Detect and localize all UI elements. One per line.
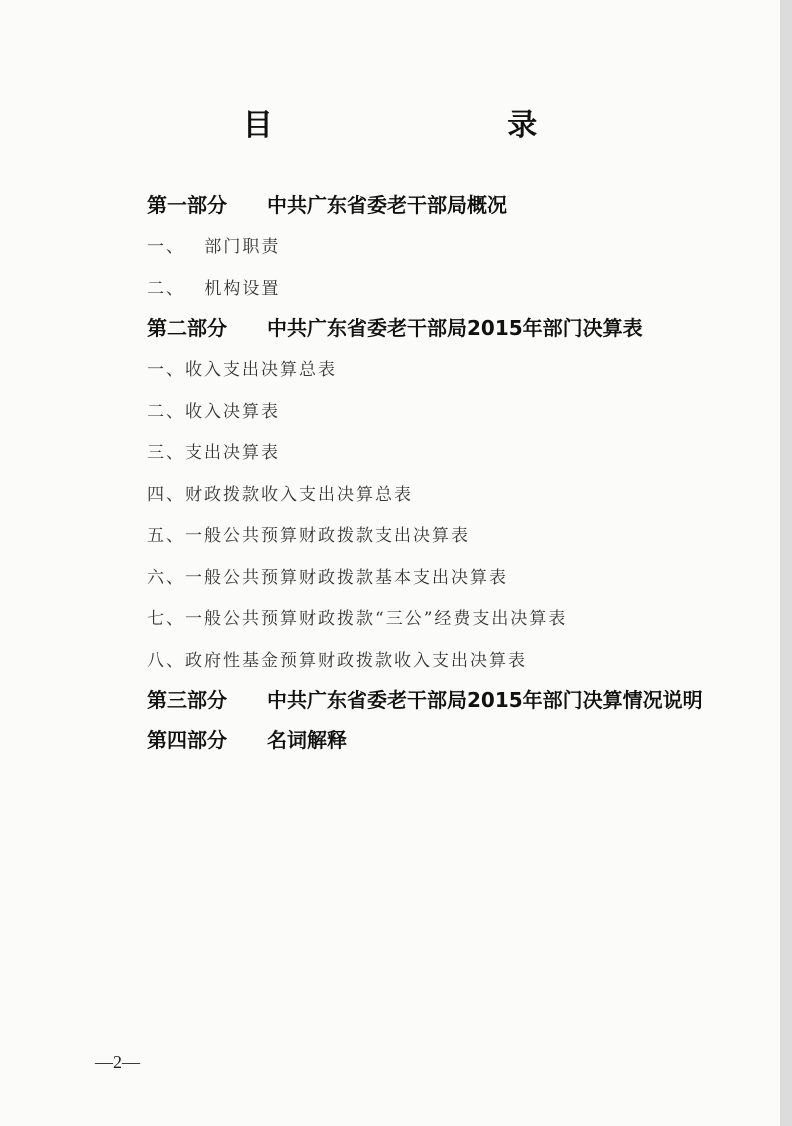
toc-part-title: 名词解释 [267,728,347,752]
toc-part-1[interactable] [147,187,747,227]
toc-part-2[interactable] [147,310,747,350]
toc-part-3[interactable] [147,682,747,722]
table-of-contents [147,187,747,762]
toc-part-number: 第三部分 [147,688,227,712]
toc-part-title: 中共广东省委老干部局2015年部门决算表 [267,316,643,340]
toc-item-title: 部门职责 [204,237,281,257]
toc-item[interactable]: 七、一般公共预算财政拨款“三公”经费支出决算表 [147,609,568,629]
page-number: —2— [95,1052,140,1072]
toc-item[interactable]: 八、政府性基金预算财政拨款收入支出决算表 [147,650,527,671]
toc-part-title: 中共广东省委老干部局2015年部门决算情况说明 [267,688,703,712]
toc-part-number: 第二部分 [147,316,227,340]
toc-part-4[interactable] [147,722,747,762]
toc-part-number: 第一部分 [147,193,227,217]
toc-item[interactable] [147,227,747,269]
toc-item[interactable]: 二、收入决算表 [147,401,280,422]
toc-item-number: 一、 [147,237,185,257]
toc-item[interactable]: 五、一般公共预算财政拨款支出决算表 [147,526,470,546]
toc-item-number: 二、 [147,278,185,299]
toc-item[interactable] [147,269,747,311]
toc-part-title: 中共广东省委老干部局概况 [267,193,507,217]
toc-item[interactable]: 六、一般公共预算财政拨款基本支出决算表 [147,567,508,588]
toc-item-title: 机构设置 [204,278,281,299]
toc-item[interactable]: 四、财政拨款收入支出决算总表 [147,484,413,505]
toc-item[interactable]: 一、收入支出决算总表 [147,360,337,380]
toc-item[interactable]: 三、支出决算表 [147,443,280,463]
toc-part-number: 第四部分 [147,728,227,752]
page-title: 目 录 [242,108,650,143]
